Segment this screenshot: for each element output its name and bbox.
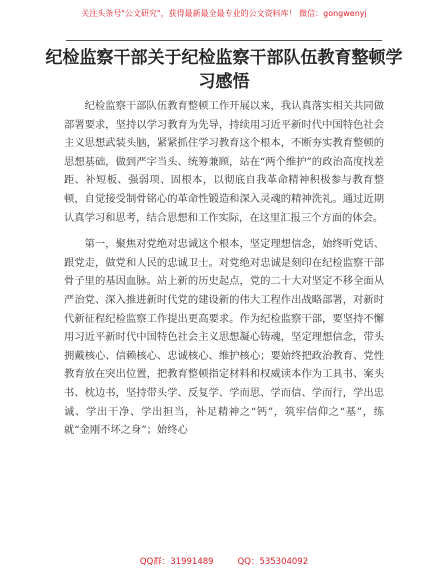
qq-label: QQ： [237, 557, 260, 567]
header-divider [66, 40, 382, 41]
body-paragraph: 纪检监察干部队伍教育整顿工作开展以来，我认真落实相关共同做部署要求，坚持以学习教育为先导，持续用习近平新时代中国特色社会主义思想武装头脑，紧紧抓住学习教育这个根本，不断夯实教育整顿的思想基础，做到严字当头、统筹兼顾，站在“两个维护”的政治高度找差距、补短板、强弱项、固根本，以彻底自我革命精神积极参与教育整顿，自觉接受制骨铭心的革命性锻造和深入灵魂的精神洗礼。通过近期认真学习和思考，结合思想和工作实际，在这里汇报三个方面的体会。 [64, 100, 384, 224]
header-banner[interactable]: 关注头条号"公文研究"，获得最新最全最专业的公文资料库！ 微信：gongwenyj [81, 9, 367, 18]
footer-contact [0, 555, 448, 567]
qq-group-number[interactable]: 31991489 [170, 557, 214, 567]
document-body [64, 97, 384, 440]
body-paragraph: 第一，聚焦对党绝对忠诚这个根本，坚定理想信念，始终听党话、跟党走，做党和人民的忠诚卫士。对党绝对忠诚是刻印在纪检监察干部骨子里的基因血脉。站上新的历史起点，党的二十大对坚定不移全面从严治党、深入推进新时代党的建设新的伟大工程作出战略部署，对新时代新征程纪检监察工作提出更高要求。作为纪检监察干部，要坚持不懈用习近平新时代中国特色社会主义思想凝心铸魂，坚定理想信念，带头拥戴核心、信赖核心、忠诚核心、维护核心；要始终把政治教育、党性教育放在突出位置，把教育整顿指定材料和权威读本作为工具书、案头书、枕边书，坚持带头学、反复学、学而思、学而信、学而行，学出忠诚、学出干净、学出担当，补足精神之“钙”，筑牢信仰之“基”，练就“金刚不坏之身”；始终心 [64, 238, 384, 437]
qq-number[interactable]: 535304092 [259, 557, 309, 567]
document-title: 纪检监察干部关于纪检监察干部队伍教育整顿学习感悟 [45, 48, 403, 92]
qq-group-label: QQ群： [139, 557, 171, 567]
